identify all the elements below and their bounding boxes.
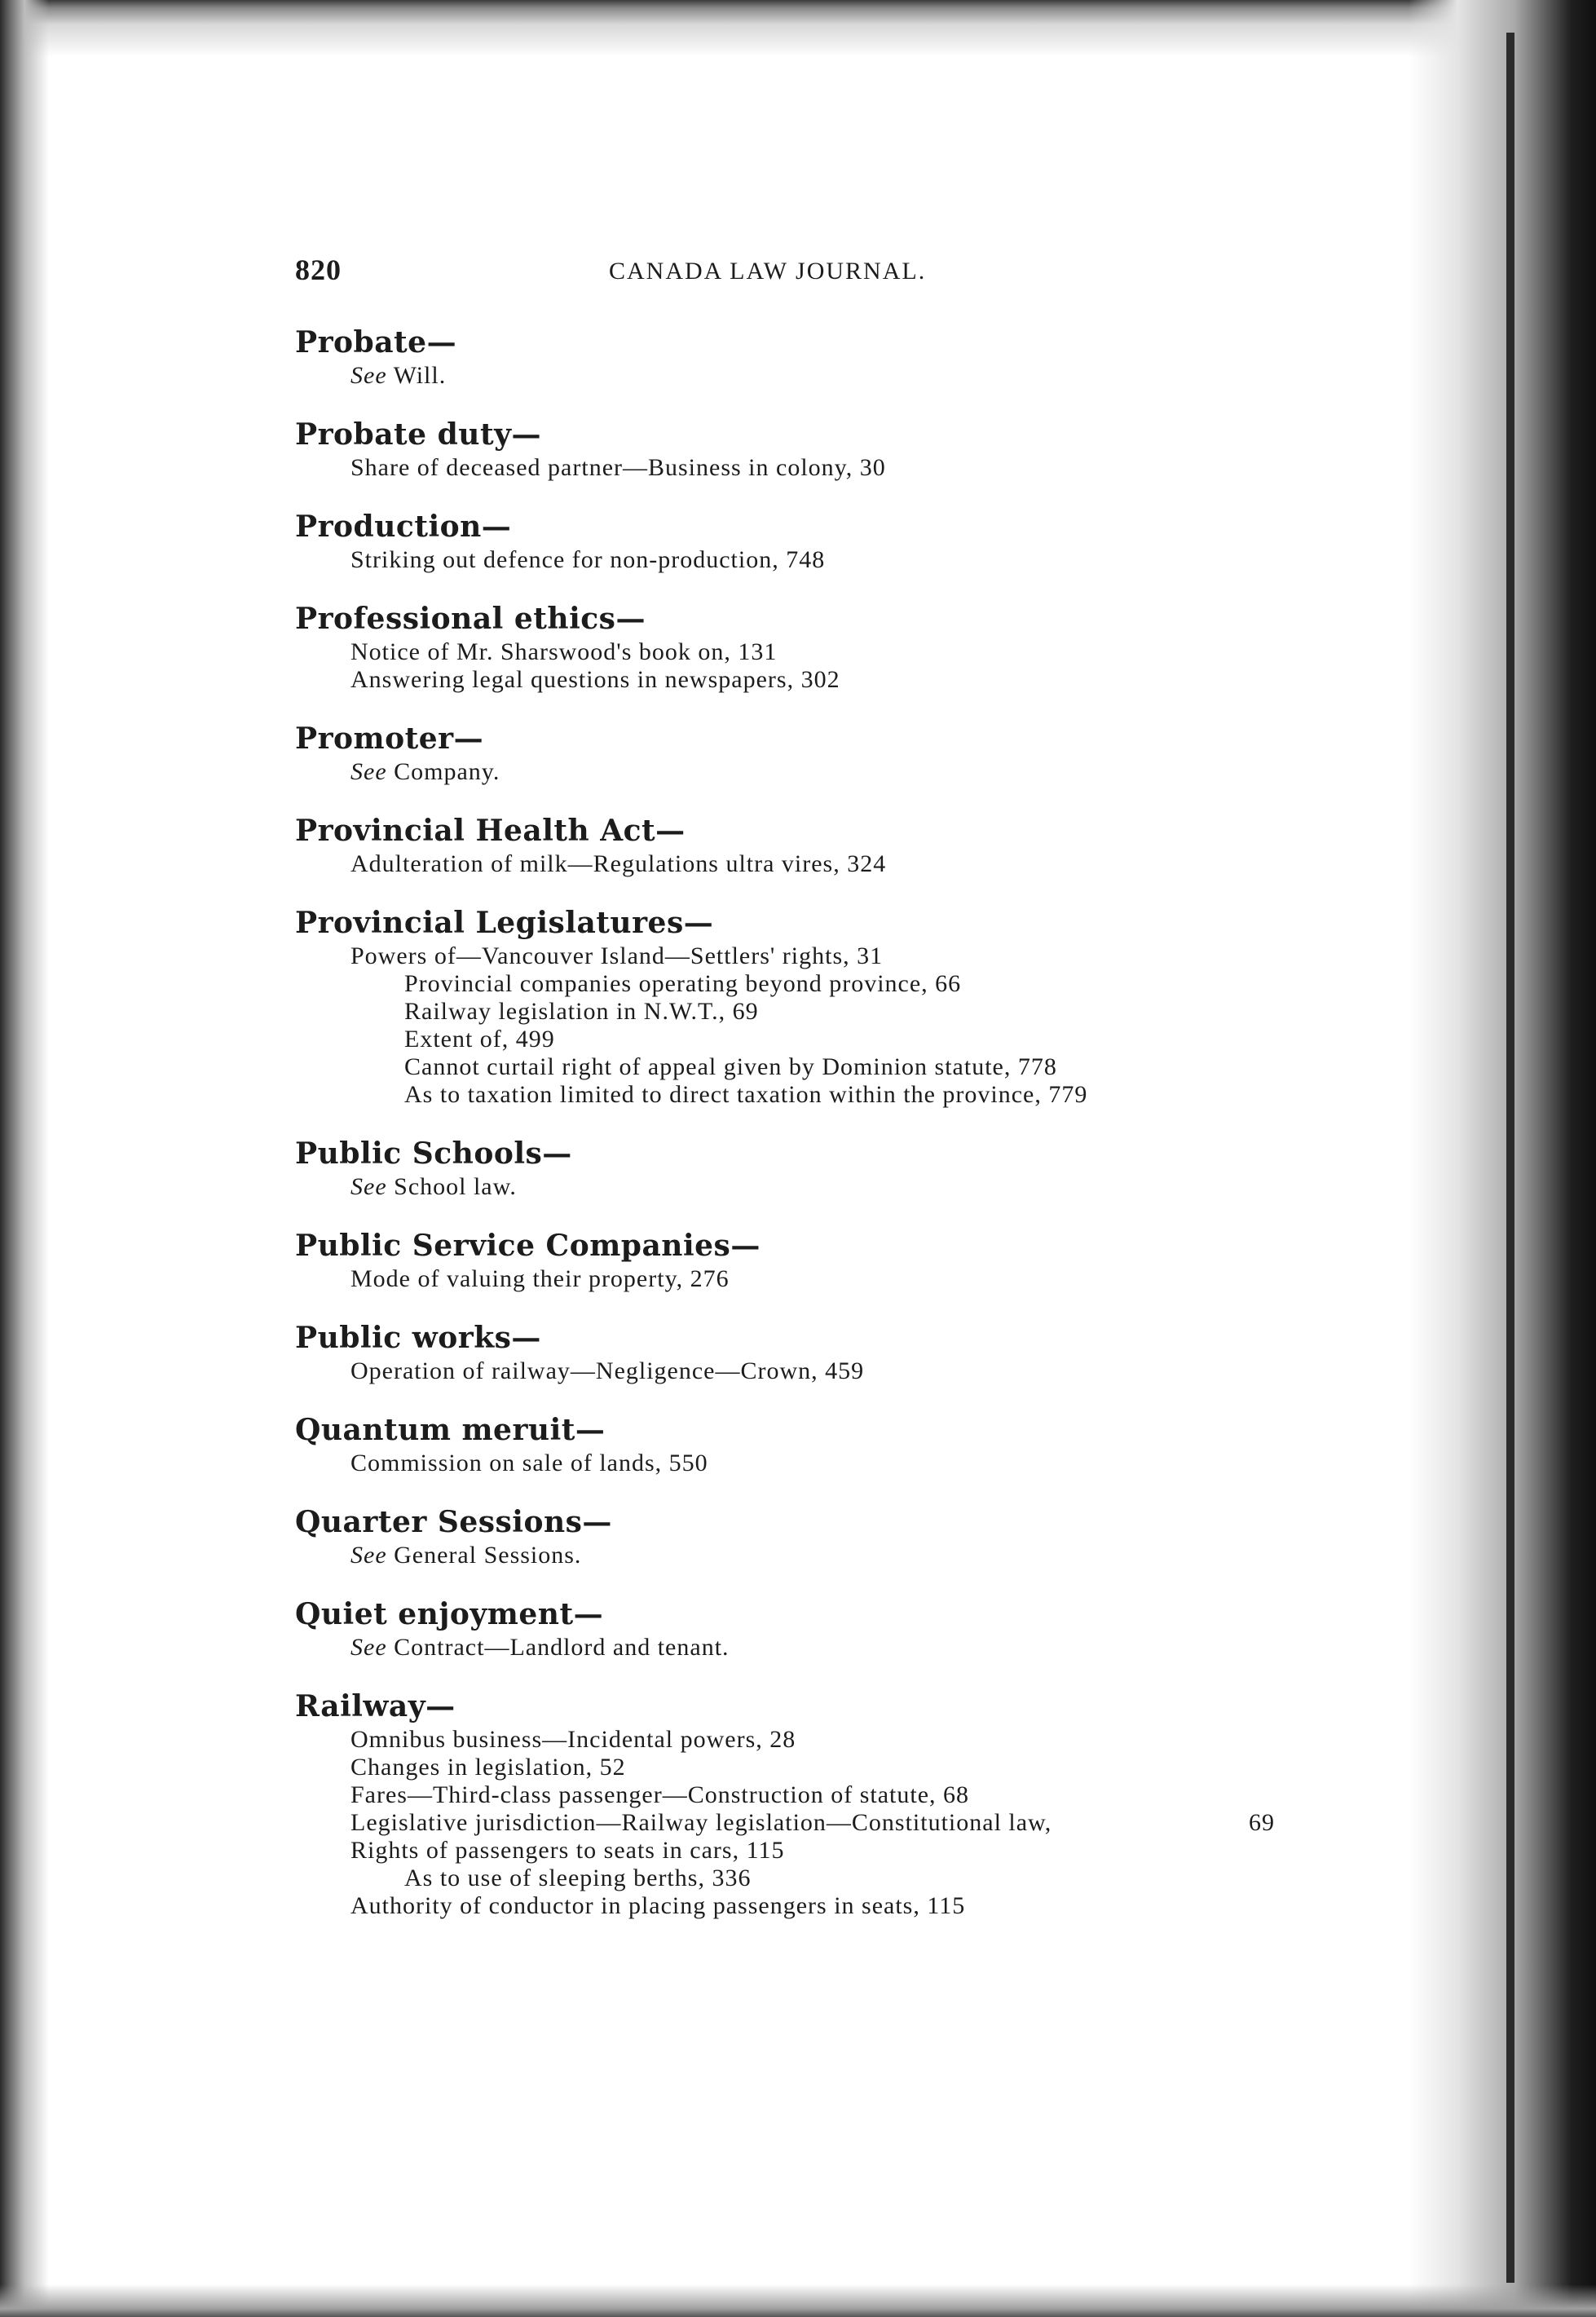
entry-heading: Quantum meruit— bbox=[295, 1413, 606, 1447]
entry-subline bbox=[295, 1026, 1355, 1053]
subline-text: Fares—Third-class passenger—Construction of statute, 68 bbox=[351, 1781, 970, 1808]
entry-subline bbox=[295, 1726, 1355, 1754]
see-reference-label: See bbox=[351, 758, 387, 785]
entry-heading: Quarter Sessions— bbox=[295, 1505, 612, 1539]
subline-text: Cannot curtail right of appeal given by Dominion statute, 778 bbox=[404, 1053, 1057, 1080]
entry-subline bbox=[295, 638, 1355, 666]
subline-text: Adulteration of milk—Regulations ultra vires, 324 bbox=[351, 850, 887, 877]
entry-subline bbox=[295, 1781, 1355, 1809]
subline-text: Changes in legislation, 52 bbox=[351, 1754, 626, 1781]
subline-text: Mode of valuing their property, 276 bbox=[351, 1265, 730, 1292]
entry-heading: Railway— bbox=[295, 1689, 456, 1723]
entry-subline bbox=[295, 362, 1355, 390]
entry-heading: Probate— bbox=[295, 325, 457, 360]
index-entry bbox=[295, 719, 1355, 786]
subline-text: General Sessions. bbox=[386, 1542, 582, 1569]
subline-text: Provincial companies operating beyond province, 66 bbox=[404, 970, 962, 997]
entry-heading: Production— bbox=[295, 510, 512, 544]
entry-subline bbox=[295, 942, 1355, 970]
index-page bbox=[295, 253, 1355, 1919]
entry-subline bbox=[295, 454, 1355, 482]
see-reference-label: See bbox=[351, 1634, 387, 1661]
entry-subline bbox=[295, 970, 1355, 998]
subline-text: Company. bbox=[386, 758, 500, 785]
subline-text: Answering legal questions in newspapers, 302 bbox=[351, 666, 840, 693]
subline-text: Rights of passengers to seats in cars, 115 bbox=[351, 1837, 785, 1864]
subline-text: As to use of sleeping berths, 336 bbox=[404, 1865, 752, 1891]
entry-heading: Professional ethics— bbox=[295, 602, 646, 636]
entry-subline bbox=[295, 1865, 1355, 1892]
index-entry bbox=[295, 1134, 1355, 1201]
page-header bbox=[295, 253, 1355, 302]
entry-subline bbox=[295, 1809, 1355, 1837]
entry-subline bbox=[295, 1892, 1355, 1920]
index-entry bbox=[295, 1687, 1355, 1920]
entry-subline bbox=[295, 546, 1355, 574]
index-entry bbox=[295, 1226, 1355, 1293]
subline-text: Authority of conductor in placing passengers in seats, 115 bbox=[351, 1892, 966, 1919]
index-entry bbox=[295, 323, 1355, 390]
entry-heading: Provincial Legislatures— bbox=[295, 906, 714, 940]
scan-edge-right bbox=[1409, 0, 1596, 2317]
index-entry bbox=[295, 903, 1355, 1109]
subline-text: As to taxation limited to direct taxation within the province, 779 bbox=[404, 1081, 1088, 1108]
subline-text: Legislative jurisdiction—Railway legislation—Constitutional law, bbox=[351, 1809, 1052, 1836]
subline-text: Striking out defence for non-production, 748 bbox=[351, 546, 826, 573]
subline-text: Operation of railway—Negligence—Crown, 459 bbox=[351, 1357, 865, 1384]
subline-text: Will. bbox=[386, 362, 447, 389]
subline-text: Notice of Mr. Sharswood's book on, 131 bbox=[351, 638, 778, 665]
subline-text: Powers of—Vancouver Island—Settlers' rights, 31 bbox=[351, 942, 884, 969]
entry-subline bbox=[295, 1053, 1355, 1081]
running-head: CANADA LAW JOURNAL. bbox=[609, 258, 927, 285]
entry-subline bbox=[295, 1837, 1355, 1865]
index-entry bbox=[295, 811, 1355, 878]
entry-subline bbox=[295, 1754, 1355, 1781]
page-reference: 69 bbox=[1249, 1809, 1275, 1836]
subline-text: Railway legislation in N.W.T., 69 bbox=[404, 998, 759, 1025]
entry-heading: Public Schools— bbox=[295, 1136, 572, 1171]
entry-subline bbox=[295, 758, 1355, 786]
index-entry bbox=[295, 599, 1355, 694]
index-entry bbox=[295, 507, 1355, 574]
entry-heading: Probate duty— bbox=[295, 417, 542, 452]
entry-subline bbox=[295, 850, 1355, 878]
entry-heading: Public works— bbox=[295, 1321, 541, 1355]
subline-text: Omnibus business—Incidental powers, 28 bbox=[351, 1726, 796, 1753]
entry-subline bbox=[295, 1450, 1355, 1477]
index-entry bbox=[295, 1318, 1355, 1385]
entry-subline bbox=[295, 1265, 1355, 1293]
subline-text: Share of deceased partner—Business in colony, 30 bbox=[351, 454, 886, 481]
subline-text: Extent of, 499 bbox=[404, 1026, 555, 1053]
entry-subline bbox=[295, 1542, 1355, 1569]
scan-edge-left bbox=[0, 0, 49, 2317]
index-entry bbox=[295, 415, 1355, 482]
index-entry bbox=[295, 1503, 1355, 1569]
entry-heading: Quiet enjoyment— bbox=[295, 1597, 604, 1631]
page-number: 820 bbox=[295, 254, 342, 286]
subline-text: School law. bbox=[386, 1173, 517, 1200]
entry-subline bbox=[295, 1173, 1355, 1201]
entry-subline bbox=[295, 666, 1355, 694]
index-entry bbox=[295, 1595, 1355, 1662]
see-reference-label: See bbox=[351, 1173, 387, 1200]
entry-heading: Provincial Health Act— bbox=[295, 814, 686, 848]
see-reference-label: See bbox=[351, 362, 387, 389]
subline-text: Commission on sale of lands, 550 bbox=[351, 1450, 708, 1476]
entry-subline bbox=[295, 1357, 1355, 1385]
entry-subline bbox=[295, 1081, 1355, 1109]
entry-heading: Promoter— bbox=[295, 722, 484, 756]
scan-edge-top bbox=[0, 0, 1596, 57]
scan-edge-bottom bbox=[0, 2284, 1596, 2317]
entry-subline bbox=[295, 1634, 1355, 1662]
index-entries bbox=[295, 323, 1355, 1945]
index-entry bbox=[295, 1410, 1355, 1477]
see-reference-label: See bbox=[351, 1542, 387, 1569]
scan-binding-line bbox=[1506, 33, 1514, 2283]
entry-heading: Public Service Companies— bbox=[295, 1229, 761, 1263]
subline-text: Contract—Landlord and tenant. bbox=[386, 1634, 730, 1661]
entry-subline bbox=[295, 998, 1355, 1026]
